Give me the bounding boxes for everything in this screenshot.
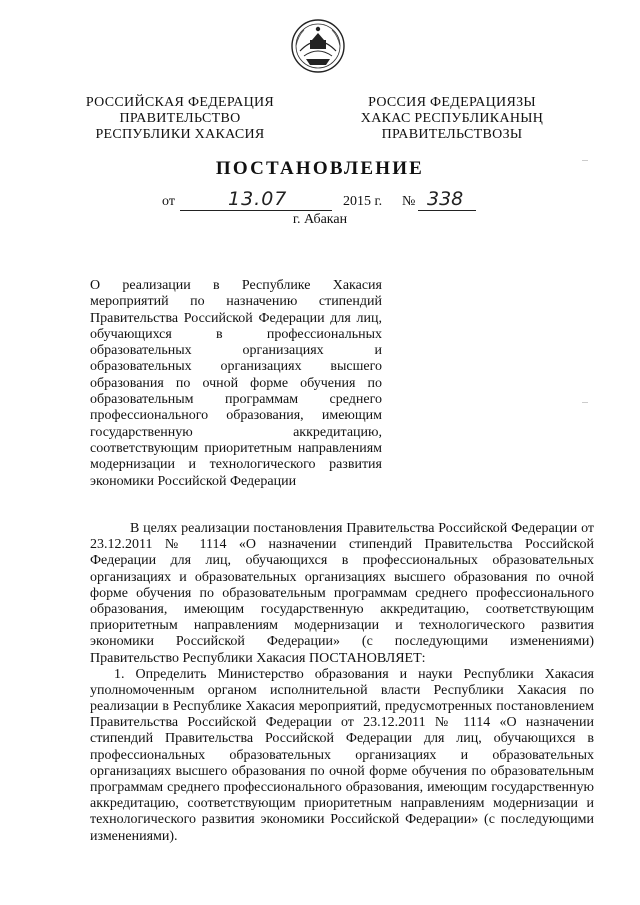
body-line: стипендий Правительства Российской Федерации для лиц, обучающихся в — [90, 731, 594, 747]
header-right-line: ХАКАС РЕСПУБЛИКАНЫҢ — [360, 111, 544, 126]
body-line: организациях и образовательных организациях высшего образования по очной — [90, 569, 594, 585]
number-sign: № — [402, 194, 416, 209]
number-underline — [418, 210, 476, 211]
header-left-line: РОССИЙСКАЯ ФЕДЕРАЦИЯ — [85, 95, 275, 110]
body-line: приоритетным направлениям модернизации и технологического развития — [90, 618, 594, 634]
subject-line: образования по очной форме обучения по — [90, 375, 382, 391]
subject-line: экономики Российской Федерации — [90, 473, 297, 489]
header-left-line: РЕСПУБЛИКИ ХАКАСИЯ — [95, 127, 265, 142]
body-line: экономики Российской Федерации» (с последующими изменениями) — [90, 634, 594, 650]
subject-line: О реализации в Республике Хакасия — [90, 278, 382, 293]
body-line: Правительства Российской Федерации от 23.12.2011 № 1114 «О назначении — [90, 715, 594, 731]
handwritten-number: 338 — [427, 188, 464, 210]
subject-line: мероприятий по назначению стипендий — [90, 294, 382, 310]
subject-line: соответствующим приоритетным направлениям — [90, 440, 382, 456]
body-line: В целях реализации постановления Правительства Российской Федерации от — [130, 521, 594, 536]
subject-line: профессионального образования, имеющим — [90, 408, 382, 424]
city-name: г. Абакан — [292, 212, 348, 227]
body-line: Федерации для лиц, обучающихся в профессиональных образовательных — [90, 553, 594, 569]
body-line: Правительство Республики Хакасия ПОСТАНОВЛЯЕТ: — [90, 650, 426, 666]
body-line: 23.12.2011 № 1114 «О назначении стипендий Правительства Российской — [90, 537, 594, 553]
subject-line: образовательных организациях высшего — [90, 359, 382, 375]
subject-line: модернизации и технологического развития — [90, 457, 382, 473]
subject-line: обучающихся в профессиональных — [90, 326, 382, 342]
document-subject — [90, 278, 382, 490]
date-year: 2015 г. — [343, 194, 383, 209]
body-line: форме обучения по образовательным программам среднего профессионального — [90, 585, 594, 601]
body-line: организациях высшего образования по очной форме обучения по образовательным — [90, 763, 594, 779]
header-right-line: ПРАВИТЕЛЬСТВОЗЫ — [381, 127, 523, 142]
coat-of-arms-emblem — [290, 18, 346, 74]
subject-line: образовательных организациях и — [90, 343, 382, 359]
subject-line: образовательным программам среднего — [90, 392, 382, 408]
header-left-line: ПРАВИТЕЛЬСТВО — [119, 111, 241, 126]
handwritten-date: 13.07 — [228, 188, 288, 210]
body-line: технологического развития экономики Российской Федерации» (с последующими — [90, 812, 594, 828]
body-line: 1. Определить Министерство образования и науки Республики Хакасия — [114, 666, 594, 682]
header-russian — [80, 95, 280, 143]
body-line: образования, имеющим государственную аккредитацию, соответствующим — [90, 601, 594, 617]
header-khakas — [352, 95, 552, 143]
header-right-line: РОССИЯ ФЕДЕРАЦИЯЗЫ — [368, 95, 536, 110]
body-line: программам среднего профессионального образования, имеющим государственную — [90, 780, 594, 795]
body-line: уполномоченным органом исполнительной власти Республики Хакасия по — [90, 682, 594, 698]
scan-artifact — [582, 160, 588, 161]
subject-line: государственную аккредитацию, — [90, 424, 382, 440]
body-line: аккредитацию, соответствующим приоритетным направлениям модернизации и — [90, 796, 594, 812]
document-body — [90, 521, 594, 845]
body-line: реализации в Республике Хакасия мероприятий, предусмотренных постановлением — [90, 699, 594, 715]
scan-artifact — [582, 402, 588, 403]
document-title: ПОСТАНОВЛЕНИЕ — [215, 158, 425, 179]
body-line: изменениями). — [90, 828, 178, 844]
subject-line: Правительства Российской Федерации для лиц, — [90, 310, 382, 326]
date-underline — [180, 210, 332, 211]
date-prefix: от — [162, 194, 175, 209]
body-line: профессиональных образовательных организациях и образовательных — [90, 747, 594, 763]
